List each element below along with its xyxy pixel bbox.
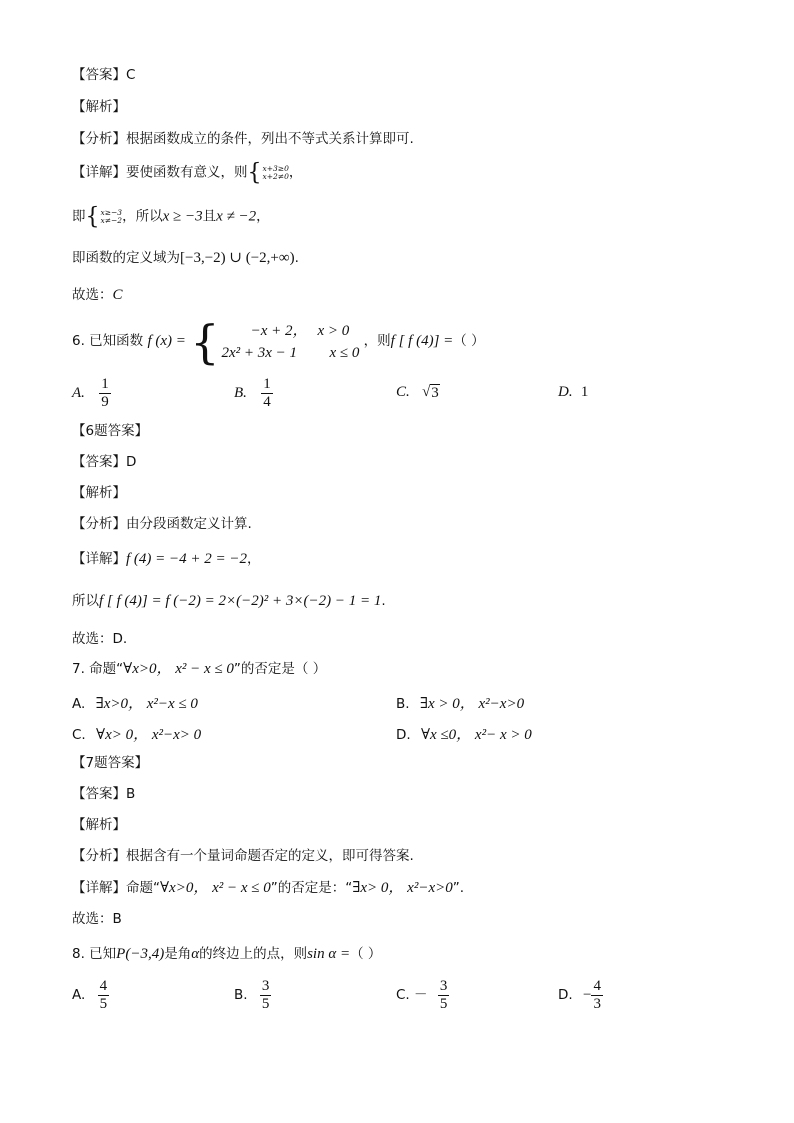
option-label: C. bbox=[72, 727, 86, 743]
system-row-1: x≥−3 bbox=[100, 208, 123, 217]
fraction bbox=[99, 376, 111, 411]
denominator: 5 bbox=[439, 996, 448, 1012]
q5-detail-line-3 bbox=[72, 249, 299, 267]
q7-option-d[interactable] bbox=[396, 723, 532, 744]
case-expr: 2x² + 3x − 1 bbox=[221, 344, 298, 361]
case-cond: x ≤ 0 bbox=[329, 344, 360, 361]
q6-option-b[interactable] bbox=[234, 376, 273, 411]
inequality-system: { x+3≥0 x+2≠0 bbox=[247, 159, 289, 186]
piecewise-case-1 bbox=[221, 320, 359, 342]
option-label: A. bbox=[72, 696, 86, 712]
fraction bbox=[438, 978, 450, 1013]
q5-choose-line bbox=[72, 286, 123, 304]
q7-answer-line bbox=[72, 785, 135, 803]
answer-value: C bbox=[126, 67, 136, 83]
option-label: D. bbox=[396, 727, 411, 743]
detail-tag: 【详解】 bbox=[72, 164, 126, 181]
text-mingti: 命题“ bbox=[126, 880, 160, 896]
q7-detail-line bbox=[72, 879, 464, 897]
denominator: 5 bbox=[261, 996, 270, 1012]
radicand: 3 bbox=[431, 385, 439, 401]
fraction bbox=[591, 978, 603, 1013]
option-label: A. bbox=[72, 987, 86, 1003]
function-lhs: f (x) = bbox=[147, 333, 186, 349]
numerator: 4 bbox=[99, 978, 108, 994]
case-expr: −x + 2， bbox=[250, 322, 308, 339]
text-zhongbian: 的终边上的点，则 bbox=[199, 946, 308, 962]
answer-tag: 【答案】 bbox=[72, 67, 126, 83]
denominator: 3 bbox=[593, 996, 601, 1012]
q7-option-c[interactable] bbox=[72, 723, 201, 744]
minus-sign: − bbox=[582, 987, 592, 1003]
text-ze: ，则 bbox=[363, 333, 391, 349]
text-suoyi: ，所以 bbox=[122, 208, 163, 225]
case-cond: x > 0 bbox=[317, 322, 350, 339]
sin-expr: sin α = bbox=[307, 946, 351, 962]
piecewise-case-2 bbox=[221, 342, 359, 364]
option-expr: ∀x ≤0， x²− x > 0 bbox=[420, 727, 532, 743]
option-label: B. bbox=[234, 987, 248, 1003]
q7-option-b[interactable] bbox=[396, 692, 524, 713]
answer-head: 【6题答案】 bbox=[72, 423, 149, 439]
choose-text: 故选：D. bbox=[72, 631, 128, 647]
q6-option-d[interactable] bbox=[558, 384, 588, 401]
proposition-expr: ∀x>0， x² − x ≤ 0 bbox=[160, 880, 271, 896]
negation-expr: ∃x> 0， x²−x>0 bbox=[352, 880, 453, 896]
option-value: 1 bbox=[580, 384, 589, 400]
punctuation: ， bbox=[288, 164, 303, 181]
math-expr: f [ f (4)] = f (−2) = 2×(−2)² + 3×(−2) − 1 = 1 bbox=[99, 593, 382, 609]
analysis-tag: 【解析】 bbox=[72, 99, 126, 115]
numerator: 1 bbox=[263, 376, 271, 392]
q6-option-c[interactable] bbox=[396, 384, 440, 402]
denominator: 9 bbox=[101, 394, 109, 410]
q7-stem bbox=[72, 660, 326, 678]
numerator: 1 bbox=[101, 376, 109, 392]
sqrt-expr: √ 3 bbox=[422, 384, 439, 401]
option-label: C. bbox=[396, 384, 410, 400]
q7-choose-line bbox=[72, 910, 122, 928]
q7-answer-head bbox=[72, 754, 148, 772]
math-expr-2: x ≠ −2 bbox=[216, 208, 257, 225]
q7-option-a[interactable] bbox=[72, 692, 198, 713]
q6-option-a[interactable] bbox=[72, 376, 111, 411]
option-label: C. － bbox=[396, 987, 428, 1003]
answer-head: 【7题答案】 bbox=[72, 755, 149, 771]
analysis-tag: 【解析】 bbox=[72, 485, 126, 501]
fraction bbox=[98, 978, 110, 1013]
answer-blank: （ ） bbox=[350, 946, 382, 962]
system-row-2: x≠−2 bbox=[100, 216, 123, 225]
math-expr: f (4) = −4 + 2 = −2 bbox=[126, 551, 248, 567]
q8-option-a[interactable] bbox=[72, 978, 109, 1013]
denominator: 5 bbox=[99, 996, 108, 1012]
fenxi-text: 由分段函数定义计算. bbox=[126, 516, 252, 532]
analysis-tag: 【解析】 bbox=[72, 817, 126, 833]
fraction bbox=[261, 376, 273, 411]
option-label: B. bbox=[396, 696, 410, 712]
option-expr: ∃x > 0， x²−x>0 bbox=[419, 696, 525, 712]
punctuation: . bbox=[381, 593, 386, 609]
q5-detail-line-1 bbox=[72, 159, 303, 186]
q5-fenxi-line bbox=[72, 130, 414, 148]
answer-tag: 【答案】 bbox=[72, 454, 126, 470]
punctuation: ， bbox=[256, 208, 270, 225]
q6-answer-head bbox=[72, 422, 148, 440]
detail-tag: 【详解】 bbox=[72, 880, 126, 896]
punctuation: ”. bbox=[452, 880, 465, 896]
fenxi-tag: 【分析】 bbox=[72, 131, 126, 147]
question-number: 8. 已知 bbox=[72, 946, 117, 962]
q8-stem bbox=[72, 945, 381, 963]
q6-choose-line bbox=[72, 630, 127, 648]
choose-text: 故选：B bbox=[72, 911, 122, 927]
answer-value: B bbox=[126, 786, 136, 802]
option-expr: ∃x>0， x²−x ≤ 0 bbox=[95, 696, 198, 712]
question-number: 6. 已知函数 bbox=[72, 333, 144, 349]
q7-analysis-line bbox=[72, 816, 126, 834]
numerator: 4 bbox=[593, 978, 601, 994]
question-number: 7. 命题“ bbox=[72, 661, 124, 677]
answer-blank: （ ） bbox=[453, 333, 485, 349]
detail-text: 要使函数有意义，则 bbox=[126, 164, 248, 181]
q6-answer-line bbox=[72, 453, 136, 471]
text-ji: 即 bbox=[72, 208, 86, 225]
system-row-1: x+3≥0 bbox=[262, 164, 289, 173]
option-label: B. bbox=[234, 385, 247, 401]
choose-label: 故选： bbox=[72, 287, 113, 303]
text-fouding: ”的否定是：“ bbox=[270, 880, 353, 896]
text-qie: 且 bbox=[202, 208, 217, 225]
option-label: D. bbox=[558, 987, 573, 1003]
q6-stem bbox=[72, 314, 485, 369]
q8-option-d[interactable] bbox=[558, 978, 603, 1013]
q6-analysis-line bbox=[72, 484, 126, 502]
numerator: 3 bbox=[439, 978, 448, 994]
answer-value: D bbox=[126, 454, 137, 470]
q7-fenxi-line bbox=[72, 847, 414, 865]
detail-tag: 【详解】 bbox=[72, 551, 126, 567]
q5-answer-line bbox=[72, 66, 135, 84]
answer-tag: 【答案】 bbox=[72, 786, 126, 802]
alpha-symbol: α bbox=[191, 946, 200, 962]
composite-expr: f [ f (4)] = bbox=[390, 333, 454, 349]
punctuation: ， bbox=[247, 551, 261, 567]
q5-detail-line-2 bbox=[72, 203, 270, 230]
text-shijiao: 是角 bbox=[164, 946, 192, 962]
point-expr: P(−3,4) bbox=[116, 946, 165, 962]
denominator: 4 bbox=[263, 394, 271, 410]
fenxi-text: 根据含有一个量词命题否定的定义，即可得答案. bbox=[126, 848, 414, 864]
q6-detail-line-1 bbox=[72, 550, 261, 568]
inequality-system-2: { x≥−3 x≠−2 bbox=[85, 203, 123, 230]
fenxi-tag: 【分析】 bbox=[72, 516, 126, 532]
option-label: D. bbox=[558, 384, 573, 400]
fenxi-tag: 【分析】 bbox=[72, 848, 126, 864]
numerator: 3 bbox=[261, 978, 270, 994]
piecewise-function: { −x + 2， x > 0 2x² + 3x − 1 x ≤ 0 bbox=[190, 314, 360, 369]
text-suoyi: 所以 bbox=[72, 593, 99, 609]
option-label: A. bbox=[72, 385, 85, 401]
fraction bbox=[260, 978, 272, 1013]
fenxi-text: 根据函数成立的条件，列出不等式关系计算即可. bbox=[126, 131, 414, 147]
q5-analysis-line bbox=[72, 98, 126, 116]
domain-expr: [−3,−2) ∪ (−2,+∞) bbox=[180, 250, 295, 266]
stem-tail: ”的否定是（ ） bbox=[233, 661, 327, 677]
q8-option-b[interactable] bbox=[234, 978, 271, 1013]
choose-value: C bbox=[112, 287, 123, 303]
option-expr: ∀x> 0， x²−x> 0 bbox=[96, 727, 202, 743]
system-row-2: x+2≠0 bbox=[262, 172, 289, 181]
proposition-expr: ∀x>0， x² − x ≤ 0 bbox=[123, 661, 234, 677]
q6-fenxi-line bbox=[72, 515, 252, 533]
q8-option-c[interactable] bbox=[396, 978, 449, 1013]
math-expr: x ≥ −3 bbox=[162, 208, 203, 225]
q6-detail-line-2 bbox=[72, 592, 386, 610]
text-domain: 即函数的定义域为 bbox=[72, 250, 180, 266]
punctuation: . bbox=[294, 250, 299, 266]
